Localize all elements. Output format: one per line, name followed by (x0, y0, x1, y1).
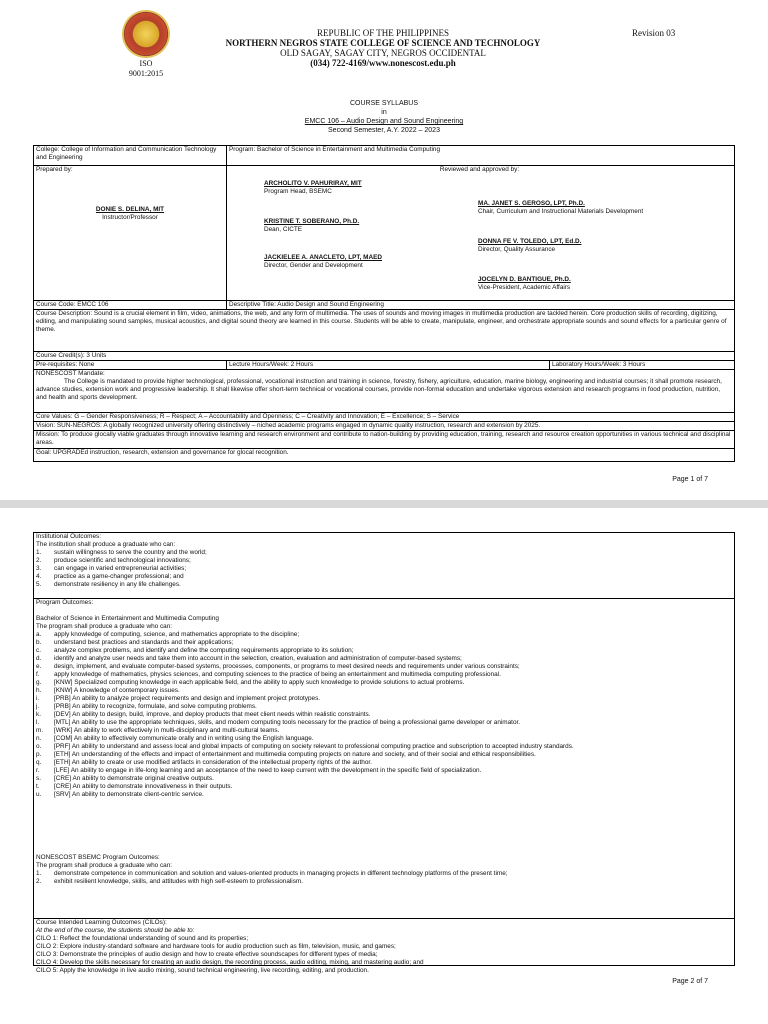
title-semester: Second Semester, A.Y. 2022 – 2023 (328, 127, 440, 134)
lecture-hours: Lecture Hours/Week: 2 Hours (229, 361, 314, 368)
list-item-marker: c. (36, 647, 41, 654)
list-item-marker: 1. (36, 549, 42, 556)
reviewer-name: KRISTINE T. SOBERANO, Ph.D. (264, 218, 360, 225)
list-item-text: [ETH] An ability to create or use modified artifacts in consideration of the intellectual property rights of the author. (54, 759, 372, 766)
program-intro: The program shall produce a graduate who can: (36, 623, 173, 630)
list-item-text: [PRF] An ability to understand and assess local and global impacts of computing on society relevant to professional computing practice and subscription to accepted industry standards. (54, 743, 574, 750)
program-label: Program Outcomes: (36, 599, 94, 606)
bsemc-list (36, 870, 732, 886)
program-degree: Bachelor of Science in Entertainment and Multimedia Computing (36, 615, 219, 622)
outcomes-table (33, 532, 735, 974)
list-item-text: demonstrate resiliency in any life challenges. (54, 581, 181, 588)
list-item-marker: b. (36, 639, 42, 646)
iso-label: ISO 9001:2015 (128, 59, 164, 78)
preparer-role: Instructor/Professor (102, 214, 158, 221)
credits-row (34, 351, 734, 360)
preparer-name: DONIE S. DELINA, MIT (95, 206, 165, 213)
list-item-marker: o. (36, 743, 42, 750)
bsemc-label: NONESCOST BSEMC Program Outcomes: (36, 854, 160, 861)
list-item (36, 783, 732, 791)
list-item (36, 679, 732, 687)
list-item-marker: t. (36, 783, 40, 790)
prepared-by-label: Prepared by: (36, 166, 73, 173)
list-item (36, 703, 732, 711)
reviewer-role: Director, Gender and Development (264, 262, 363, 269)
list-item-text: [MTL] An ability to use the appropriate techniques, skills, and modern computing tools necessary for the practice of being a professional game developer or animator. (54, 719, 521, 726)
list-item (36, 727, 732, 735)
list-item-marker: 4. (36, 573, 42, 580)
reviewer-role: Director, Quality Assurance (478, 246, 556, 253)
course-credits: Course Credit(s): 3 Units (36, 352, 107, 359)
reviewer-role: Program Head, BSEMC (264, 188, 332, 195)
list-item-marker: u. (36, 791, 42, 798)
reviewer-name: DONNA FE V. TOLEDO, LPT, Ed.D. (478, 238, 582, 245)
list-item-text: [DEV] An ability to design, build, improve, and deploy products that meet client needs within realistic constraints. (54, 711, 371, 718)
list-item-marker: s. (36, 775, 41, 782)
list-item-marker: 5. (36, 581, 42, 588)
course-code: Course Code: EMCC 106 (36, 301, 109, 308)
list-item (36, 687, 732, 695)
list-item (36, 557, 732, 565)
list-item (36, 671, 732, 679)
list-item-text: [CRE] An ability to demonstrate original creative outputs. (54, 775, 214, 782)
title-line-2: in (381, 109, 387, 116)
list-item-marker: j. (36, 703, 40, 710)
goal: Goal: UPGRADEd instruction, research, extension and governance for glocal recognition. (36, 449, 289, 456)
page-separator (0, 500, 768, 508)
list-item (36, 655, 732, 663)
list-item-marker: 1. (36, 870, 42, 877)
reviewer-name: ARCHOLITO V. PAHURIRAY, MIT (264, 180, 362, 187)
list-item (36, 663, 732, 671)
list-item-marker: n. (36, 735, 42, 742)
list-item-text: practice as a game-changer professional; and (54, 573, 184, 580)
list-item-text: [SRV] An ability to demonstrate client-centric service. (54, 791, 204, 798)
descriptive-title: Descriptive Title: Audio Design and Sound Engineering (229, 301, 384, 308)
list-item (36, 549, 732, 557)
list-item-text: [ETH] An understanding of the effects and impact of entertainment and multimedia computing projects on nature and society, and of their social and ethical responsibilities. (54, 751, 536, 758)
list-item-text: [WRK] An ability to work effectively in multi-disciplinary and multi-cultural teams. (54, 727, 280, 734)
college-contact: (034) 722-4169/www.nonescost.edu.ph (310, 58, 456, 68)
lab-hours: Laboratory Hours/Week: 3 Hours (552, 361, 646, 368)
list-item-marker: k. (36, 711, 41, 718)
list-item-marker: h. (36, 687, 42, 694)
list-item (36, 791, 732, 799)
list-item (36, 775, 732, 783)
list-item-marker: m. (36, 727, 44, 734)
reviewer-5 (476, 238, 734, 254)
list-item-text: [CRE] An ability to demonstrate innovativeness in their outputs. (54, 783, 233, 790)
list-item-marker: e. (36, 663, 42, 670)
vision: Vision: SUN-NEGROS: A globally recognized university offering distinctively – niched academic programs engaged in dynamic quality instruction, research and extension by 2025. (36, 422, 541, 429)
institutional-outcomes (34, 533, 734, 598)
reviewer-role: Vice-President, Academic Affairs (478, 284, 571, 291)
program-cell: Program: Bachelor of Science in Entertainment and Multimedia Computing (229, 146, 440, 153)
list-item (36, 695, 732, 703)
vision-row (34, 421, 734, 430)
list-item-text: [PRB] An ability to analyze project requirements and design and implement project prototypes. (54, 695, 321, 702)
list-item: CILO 3: Demonstrate the principles of audio design and how to create effective soundscapes for different types of media; (36, 951, 378, 958)
program-outcomes (34, 599, 734, 799)
list-item-text: analyze complex problems, and identify and define the computing requirements appropriate to its solution; (54, 647, 354, 654)
list-item-marker: l. (36, 719, 40, 726)
list-item-text: [KNW] Specialized computing knowledge in each applicable field, and the ability to apply such knowledge to provide solutions to actual problems. (54, 679, 465, 686)
list-item-marker: i. (36, 695, 40, 702)
list-item (36, 735, 732, 743)
course-code-row (34, 300, 734, 309)
goal-row (34, 448, 734, 462)
preparer (34, 206, 226, 222)
cilo-list (36, 935, 732, 975)
hours-row (34, 360, 734, 369)
syllabus-title (234, 99, 534, 135)
list-item-marker: a. (36, 631, 42, 638)
list-item (36, 759, 732, 767)
list-item-text: design, implement, and evaluate computer-based systems, processes, components, or programs to meet desired needs and requirements under various constraints; (54, 663, 520, 670)
list-item-text: identify and analyze user needs and take them into account in the selection, creation, evaluation and administration of computer-based systems; (54, 655, 462, 662)
mission-row (34, 430, 734, 448)
list-item-marker: d. (36, 655, 42, 662)
list-item (36, 581, 732, 589)
signatories-row (34, 165, 734, 300)
list-item (36, 719, 732, 727)
list-item (36, 711, 732, 719)
cilo-row (34, 918, 734, 974)
syllabus-page-1 (0, 0, 768, 500)
mandate-label: NONESCOST Mandate: (36, 370, 105, 377)
reviewer-6 (476, 276, 734, 292)
reviewer-name: MA. JANET S. GEROSO, LPT, Ph.D. (478, 200, 585, 207)
reviewer-role: Chair, Curriculum and Instructional Materials Development (478, 208, 644, 215)
reviewer-role: Dean, CICTE (264, 226, 303, 233)
list-item-text: can engage in varied entrepreneurial activities; (54, 565, 187, 572)
list-item-marker: 2. (36, 557, 42, 564)
list-item-text: [LFE] An ability to engage in life-long learning and an acceptance of the need to keep current with the development in the specific field of specialization. (54, 767, 482, 774)
list-item (36, 751, 732, 759)
bsemc-intro: The program shall produce a graduate who can: (36, 862, 173, 869)
list-item-marker: q. (36, 759, 42, 766)
mandate-row (34, 369, 734, 412)
list-item-marker: f. (36, 671, 40, 678)
list-item (36, 631, 732, 639)
reviewer-4 (476, 200, 734, 216)
list-item-text: [COM] An ability to effectively communicate orally and in writing using the English language. (54, 735, 314, 742)
reviewed-label: Reviewed and approved by: (439, 166, 520, 173)
list-item (36, 870, 732, 878)
reviewer-1 (262, 180, 472, 196)
cilo-label: Course Intended Learning Outcomes (CILOs): (36, 919, 167, 926)
reviewer-name: JACKIELEE A. ANACLETO, LPT, MAED (264, 254, 382, 261)
reviewer-name: JOCELYN D. BANTIGUE, Ph.D. (478, 276, 571, 283)
letterhead (210, 28, 556, 68)
list-item-marker: 2. (36, 878, 42, 885)
core-values: Core Values: G – Gender Responsiveness; R – Respect; A – Accountability and Openness; C – Creativity and Innovation; E – Excellence; S – Service (36, 413, 460, 420)
college-name: NORTHERN NEGROS STATE COLLEGE OF SCIENCE AND TECHNOLOGY (225, 38, 541, 48)
mandate-text: The College is mandated to provide higher technological, professional, vocational instruction and training in science, forestry, fishery, agriculture, education, marine biology, engineering and industrial courses; it shall promote research, advance studies, extension work and progressive leadership. It shall likewise offer short-term technical or vocational courses, provide non-formal education and undertake vigorous extension and research programs in food production, nutrition, and health and sports development. (36, 378, 722, 401)
title-course: EMCC 106 – Audio Design and Sound Engineering (304, 118, 464, 125)
mission: Mission: To produce glocally viable graduates through innovative learning and research environment and contribute to nation-building by providing education, training, research and resource creation opportunities in various technical and disciplinal areas. (36, 431, 731, 446)
course-info-table (33, 145, 735, 462)
list-item: CILO 1: Reflect the foundational understanding of sound and its properties; (36, 935, 249, 942)
reviewer-2 (262, 218, 472, 234)
list-item-text: apply knowledge of mathematics, physics sciences, and computing sciences to the practice of being an entertainment and multimedia computing professional. (54, 671, 501, 678)
list-item: CILO 5: Apply the knowledge in live audio mixing, sound technical engineering, live recording, editing, and production. (36, 967, 369, 974)
bsemc-outcomes (34, 854, 734, 886)
list-item-text: apply knowledge of computing, science, and mathematics appropriate to the discipline; (54, 631, 300, 638)
program-list (36, 631, 732, 799)
cilo-section (34, 919, 734, 975)
list-item (36, 565, 732, 573)
list-item-text: exhibit resilient knowledge, skills, and attitudes with high self-esteem to professionalism. (54, 878, 304, 885)
republic-line: REPUBLIC OF THE PHILIPPINES (316, 28, 450, 38)
syllabus-page-2 (0, 508, 768, 1024)
page-number: Page 2 of 7 (672, 978, 708, 985)
list-item (36, 767, 732, 775)
list-item-text: produce scientific and technological innovations; (54, 557, 191, 564)
list-item-marker: g. (36, 679, 42, 686)
college-cell: College: College of Information and Communication Technology and Engineering (36, 146, 217, 161)
list-item-marker: 3. (36, 565, 42, 572)
list-item (36, 573, 732, 581)
institutional-list (36, 549, 732, 589)
list-item-text: [KNW] A knowledge of contemporary issues. (54, 687, 180, 694)
list-item-text: sustain willingness to serve the country and the world; (54, 549, 207, 556)
list-item (36, 878, 732, 886)
list-item-marker: r. (36, 767, 40, 774)
college-seal-logo (122, 10, 170, 58)
list-item-text: understand best practices and standards and their applications; (54, 639, 234, 646)
list-item (36, 743, 732, 751)
list-item: CILO 2: Explore industry-standard software and hardware tools for audio production such as film, television, music, and games; (36, 943, 396, 950)
list-item (36, 647, 732, 655)
list-item-marker: p. (36, 751, 42, 758)
reviewer-3 (262, 254, 472, 270)
page-number: Page 1 of 7 (672, 476, 708, 483)
institutional-intro: The institution shall produce a graduate who can: (36, 541, 176, 548)
cilo-intro: At the end of the course, the students should be able to: (36, 927, 195, 934)
list-item: CILO 4: Develop the skills necessary for creating an audio design, the recording process, audio editing, mixing, and mastering audio; and (36, 959, 424, 966)
prerequisites: Pre-requisites: None (36, 361, 95, 368)
core-values-row (34, 412, 734, 421)
college-address: OLD SAGAY, SAGAY CITY, NEGROS OCCIDENTAL (280, 48, 486, 58)
revision-label: Revision 03 (632, 28, 676, 38)
institutional-label: Institutional Outcomes: (36, 533, 102, 540)
program-outcomes-row (34, 598, 734, 852)
list-item-text: [PRB] An ability to recognize, formulate, and solve computing problems. (54, 703, 257, 710)
list-item (36, 639, 732, 647)
course-description: Course Description: Sound is a crucial element in film, video, animations, the web, and any form of multimedia. The uses of sounds and moving images in multimedia production are tackled herein. Core production skills of recording, digitizing, editing, and manipulating sound samples, musical acoustics, and digital sound theory are learned in this course. Students will be able to create, manipulate, engineer, and orchestrate appropriate sounds and sound effects for a particular genre of theme. (36, 310, 727, 333)
list-item-text: demonstrate competence in communication and solution and values-oriented products in managing projects in different technology platforms of the present time; (54, 870, 508, 877)
course-description-row (34, 309, 734, 351)
title-line-1: COURSE SYLLABUS (349, 100, 419, 107)
